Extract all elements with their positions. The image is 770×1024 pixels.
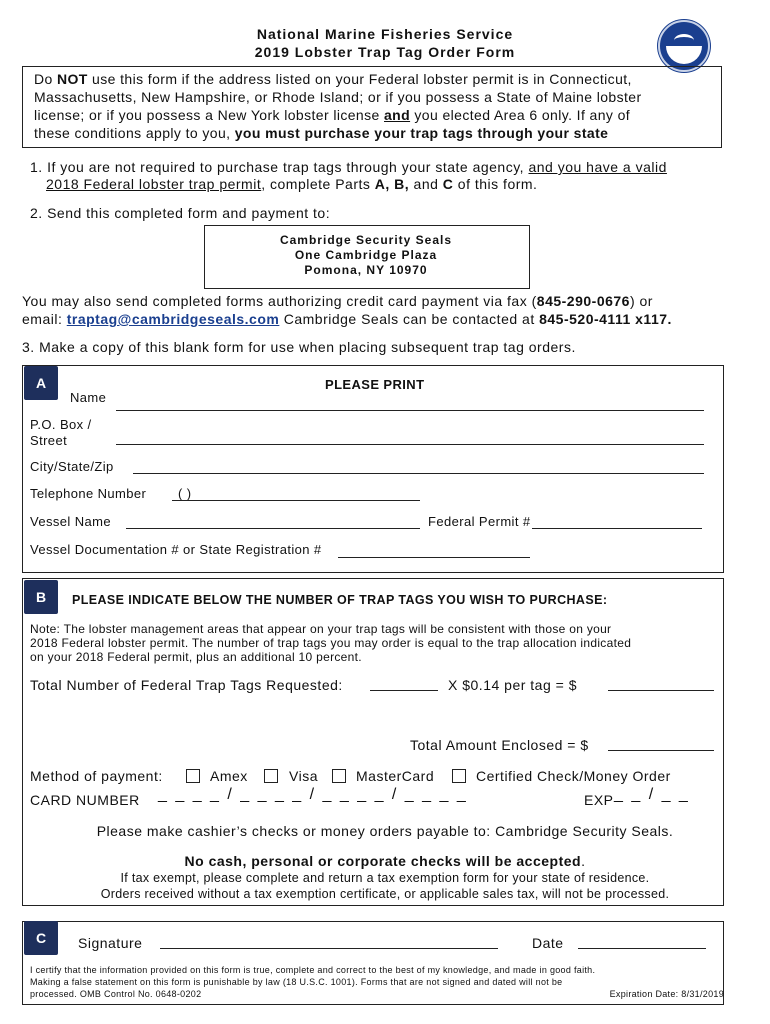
amex-checkbox[interactable] xyxy=(186,769,200,783)
exp-label: EXP xyxy=(584,792,614,808)
step-2: 2. Send this completed form and payment to: xyxy=(30,205,331,221)
address-line-2: One Cambridge Plaza xyxy=(294,248,438,262)
permit-label: Federal Permit # xyxy=(428,514,531,529)
doc-label: Vessel Documentation # or State Registration # xyxy=(30,542,322,557)
noaa-logo-icon xyxy=(658,20,710,72)
mastercard-label: MasterCard xyxy=(356,768,435,784)
telephone-label: Telephone Number xyxy=(30,486,147,501)
check-checkbox[interactable] xyxy=(452,769,466,783)
address-line-3: Pomona, NY 10970 xyxy=(304,263,428,277)
visa-label: Visa xyxy=(289,768,318,784)
warning-text: Do NOT use this form if the address listed on your Federal lobster permit is in Connecticut, Massachusetts, New Hampshire, or Rhode Island; or if you possess a State of Maine lobster license; or if you possess a New York lobster license and you elected Area 6 only. If any of these conditions apply to you, you must purchase your trap tags through your state xyxy=(34,71,642,141)
expiration-date: Expiration Date: 8/31/2019 xyxy=(609,989,724,999)
payment-method-label: Method of payment: xyxy=(30,768,163,784)
date-field[interactable] xyxy=(578,948,706,949)
city-field[interactable] xyxy=(133,473,704,474)
price-label: X $0.14 per tag = $ xyxy=(448,677,577,693)
permit-field[interactable] xyxy=(532,528,702,529)
form-title: 2019 Lobster Trap Tag Order Form xyxy=(254,44,516,60)
step-1: 1. If you are not required to purchase trap tags through your state agency, and you have a valid 2018 Federal lobster trap permit, complete Parts A, B, and C of this form. xyxy=(30,159,667,192)
section-b-badge: B xyxy=(24,580,58,614)
please-print-heading: PLEASE PRINT xyxy=(325,377,425,392)
step-3: 3. Make a copy of this blank form for use when placing subsequent trap tag orders. xyxy=(22,339,576,355)
card-number-label: CARD NUMBER xyxy=(30,792,140,808)
date-label: Date xyxy=(532,935,564,951)
total-requested-label: Total Number of Federal Trap Tags Requested: xyxy=(30,677,343,693)
phone-paren: ( ) xyxy=(178,486,192,501)
no-cash-note: No cash, personal or corporate checks will be accepted. xyxy=(184,853,586,869)
name-field[interactable] xyxy=(116,410,704,411)
mastercard-checkbox[interactable] xyxy=(332,769,346,783)
vessel-name-label: Vessel Name xyxy=(30,514,111,529)
check-label: Certified Check/Money Order xyxy=(476,768,671,784)
tax-note: If tax exempt, please complete and return a tax exemption form for your state of residence. Orders received without a tax exemption certificate, or applicable sales tax, will not be processed. xyxy=(100,871,670,901)
city-label: City/State/Zip xyxy=(30,459,114,474)
telephone-field[interactable] xyxy=(172,500,420,501)
signature-label: Signature xyxy=(78,935,143,951)
exp-field[interactable]: _ _ / _ _ xyxy=(614,786,690,803)
total-enclosed-field[interactable] xyxy=(608,750,714,751)
fax-info: You may also send completed forms authorizing credit card payment via fax (845-290-0676) or email: traptag@cambridgeseals.com Cambridge Seals can be contacted at 845-520-4111 x117. xyxy=(22,293,672,327)
certification-text: I certify that the information provided on this form is true, complete and correct to the best of my knowledge, and made in good faith. Making a false statement on this form is punishable by law (18 U.S.C. 1001). Forms that are not signed and dated will not be processed. OMB Control No. 0648-0202 Expiration Date: 8/31/2019 xyxy=(30,965,724,999)
section-b-heading: PLEASE INDICATE BELOW THE NUMBER OF TRAP TAGS YOU WISH TO PURCHASE: xyxy=(72,593,608,607)
visa-checkbox[interactable] xyxy=(264,769,278,783)
doc-field[interactable] xyxy=(338,557,530,558)
email-link[interactable]: traptag@cambridgeseals.com xyxy=(66,311,280,327)
tags-requested-field[interactable] xyxy=(370,690,438,691)
name-label: Name xyxy=(70,390,107,405)
price-total-field[interactable] xyxy=(608,690,714,691)
address-line-1: Cambridge Security Seals xyxy=(279,233,453,247)
agency-title: National Marine Fisheries Service xyxy=(256,26,514,42)
vessel-name-field[interactable] xyxy=(126,528,420,529)
payable-note: Please make cashier’s checks or money orders payable to: Cambridge Security Seals. xyxy=(96,823,674,839)
section-c-badge: C xyxy=(24,921,58,955)
po-box-label: P.O. Box / Street xyxy=(30,417,92,448)
amex-label: Amex xyxy=(210,768,248,784)
section-b-note: Note: The lobster management areas that appear on your trap tags will be consistent with those on your 2018 Federal lobster permit. The number of trap tags you may order is equal to the trap allocation indicated on your 2018 Federal permit, plus an additional 10 percent. xyxy=(30,622,632,664)
card-number-field[interactable]: _ _ _ _ / _ _ _ _ / _ _ _ _ / _ _ _ _ xyxy=(158,786,468,803)
signature-field[interactable] xyxy=(160,948,498,949)
street-field[interactable] xyxy=(116,444,704,445)
total-enclosed-label: Total Amount Enclosed = $ xyxy=(410,737,589,753)
section-a-badge: A xyxy=(24,366,58,400)
